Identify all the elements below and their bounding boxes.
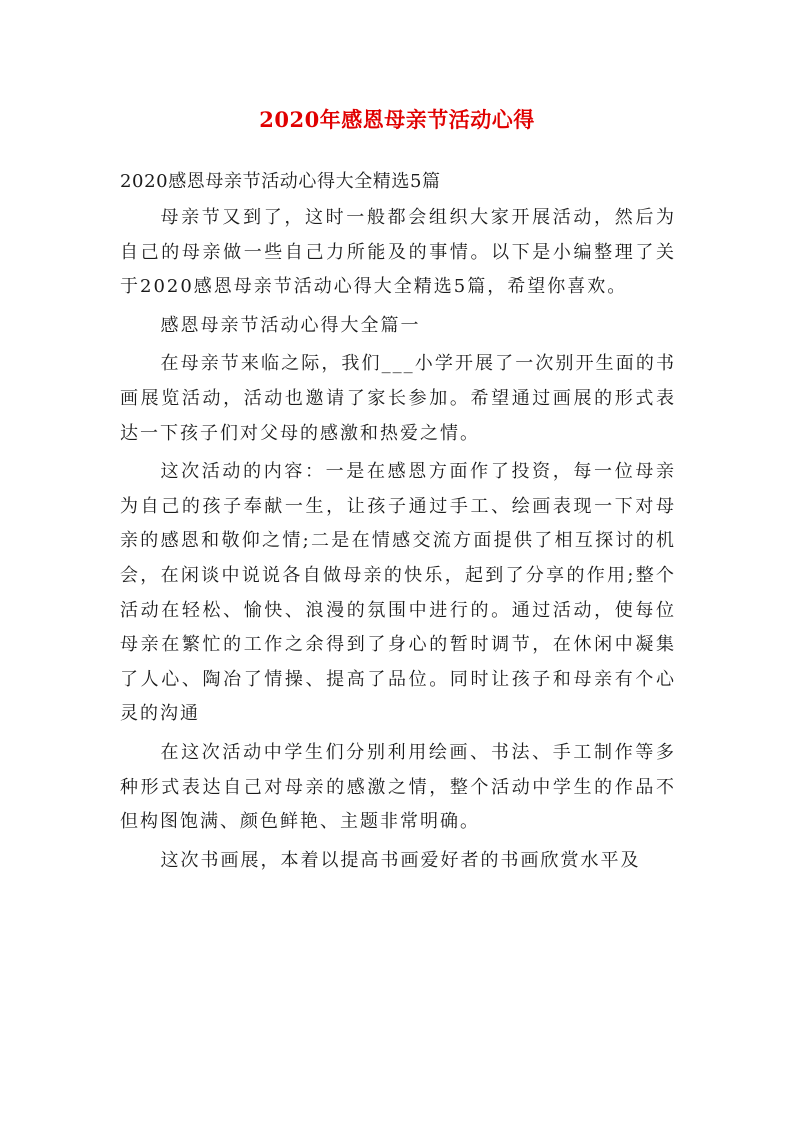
section-heading: 感恩母亲节活动心得大全篇一: [160, 314, 421, 336]
document-subtitle: 2020感恩母亲节活动心得大全精选5篇: [120, 171, 441, 192]
document-title: 2020年感恩母亲节活动心得: [259, 107, 535, 132]
document-body: [120, 201, 676, 878]
paragraph: 这次书画展，本着以提高书画爱好者的书画欣赏水平及: [160, 849, 641, 871]
paragraph: 这次活动的内容：一是在感恩方面作了投资，每一位母亲为自己的孩子奉献一生，让孩子通过手工、绘画表现一下对母亲的感恩和敬仰之情;二是在情感交流方面提供了相互探讨的机会，在闲谈中说说各自做母亲的快乐，起到了分享的作用;整个活动在轻松、愉快、浪漫的氛围中进行的。通过活动，使每位母亲在繁忙的工作之余得到了身心的暂时调节，在休闲中凝集了人心、陶冶了情操、提高了品位。同时让孩子和母亲有个心灵的沟通: [120, 461, 676, 725]
paragraph-intro: 母亲节又到了，这时一般都会组织大家开展活动，然后为自己的母亲做一些自己力所能及的事情。以下是小编整理了关于2020感恩母亲节活动心得大全精选5篇，希望你喜欢。: [120, 207, 676, 298]
paragraph: 在这次活动中学生们分别利用绘画、书法、手工制作等多种形式表达自己对母亲的感激之情，整个活动中学生的作品不但构图饱满、颜色鲜艳、主题非常明确。: [120, 741, 676, 833]
paragraph: 在母亲节来临之际，我们___小学开展了一次别开生面的书画展览活动，活动也邀请了家长参加。希望通过画展的形式表达一下孩子们对父母的感激和热爱之情。: [120, 353, 676, 444]
